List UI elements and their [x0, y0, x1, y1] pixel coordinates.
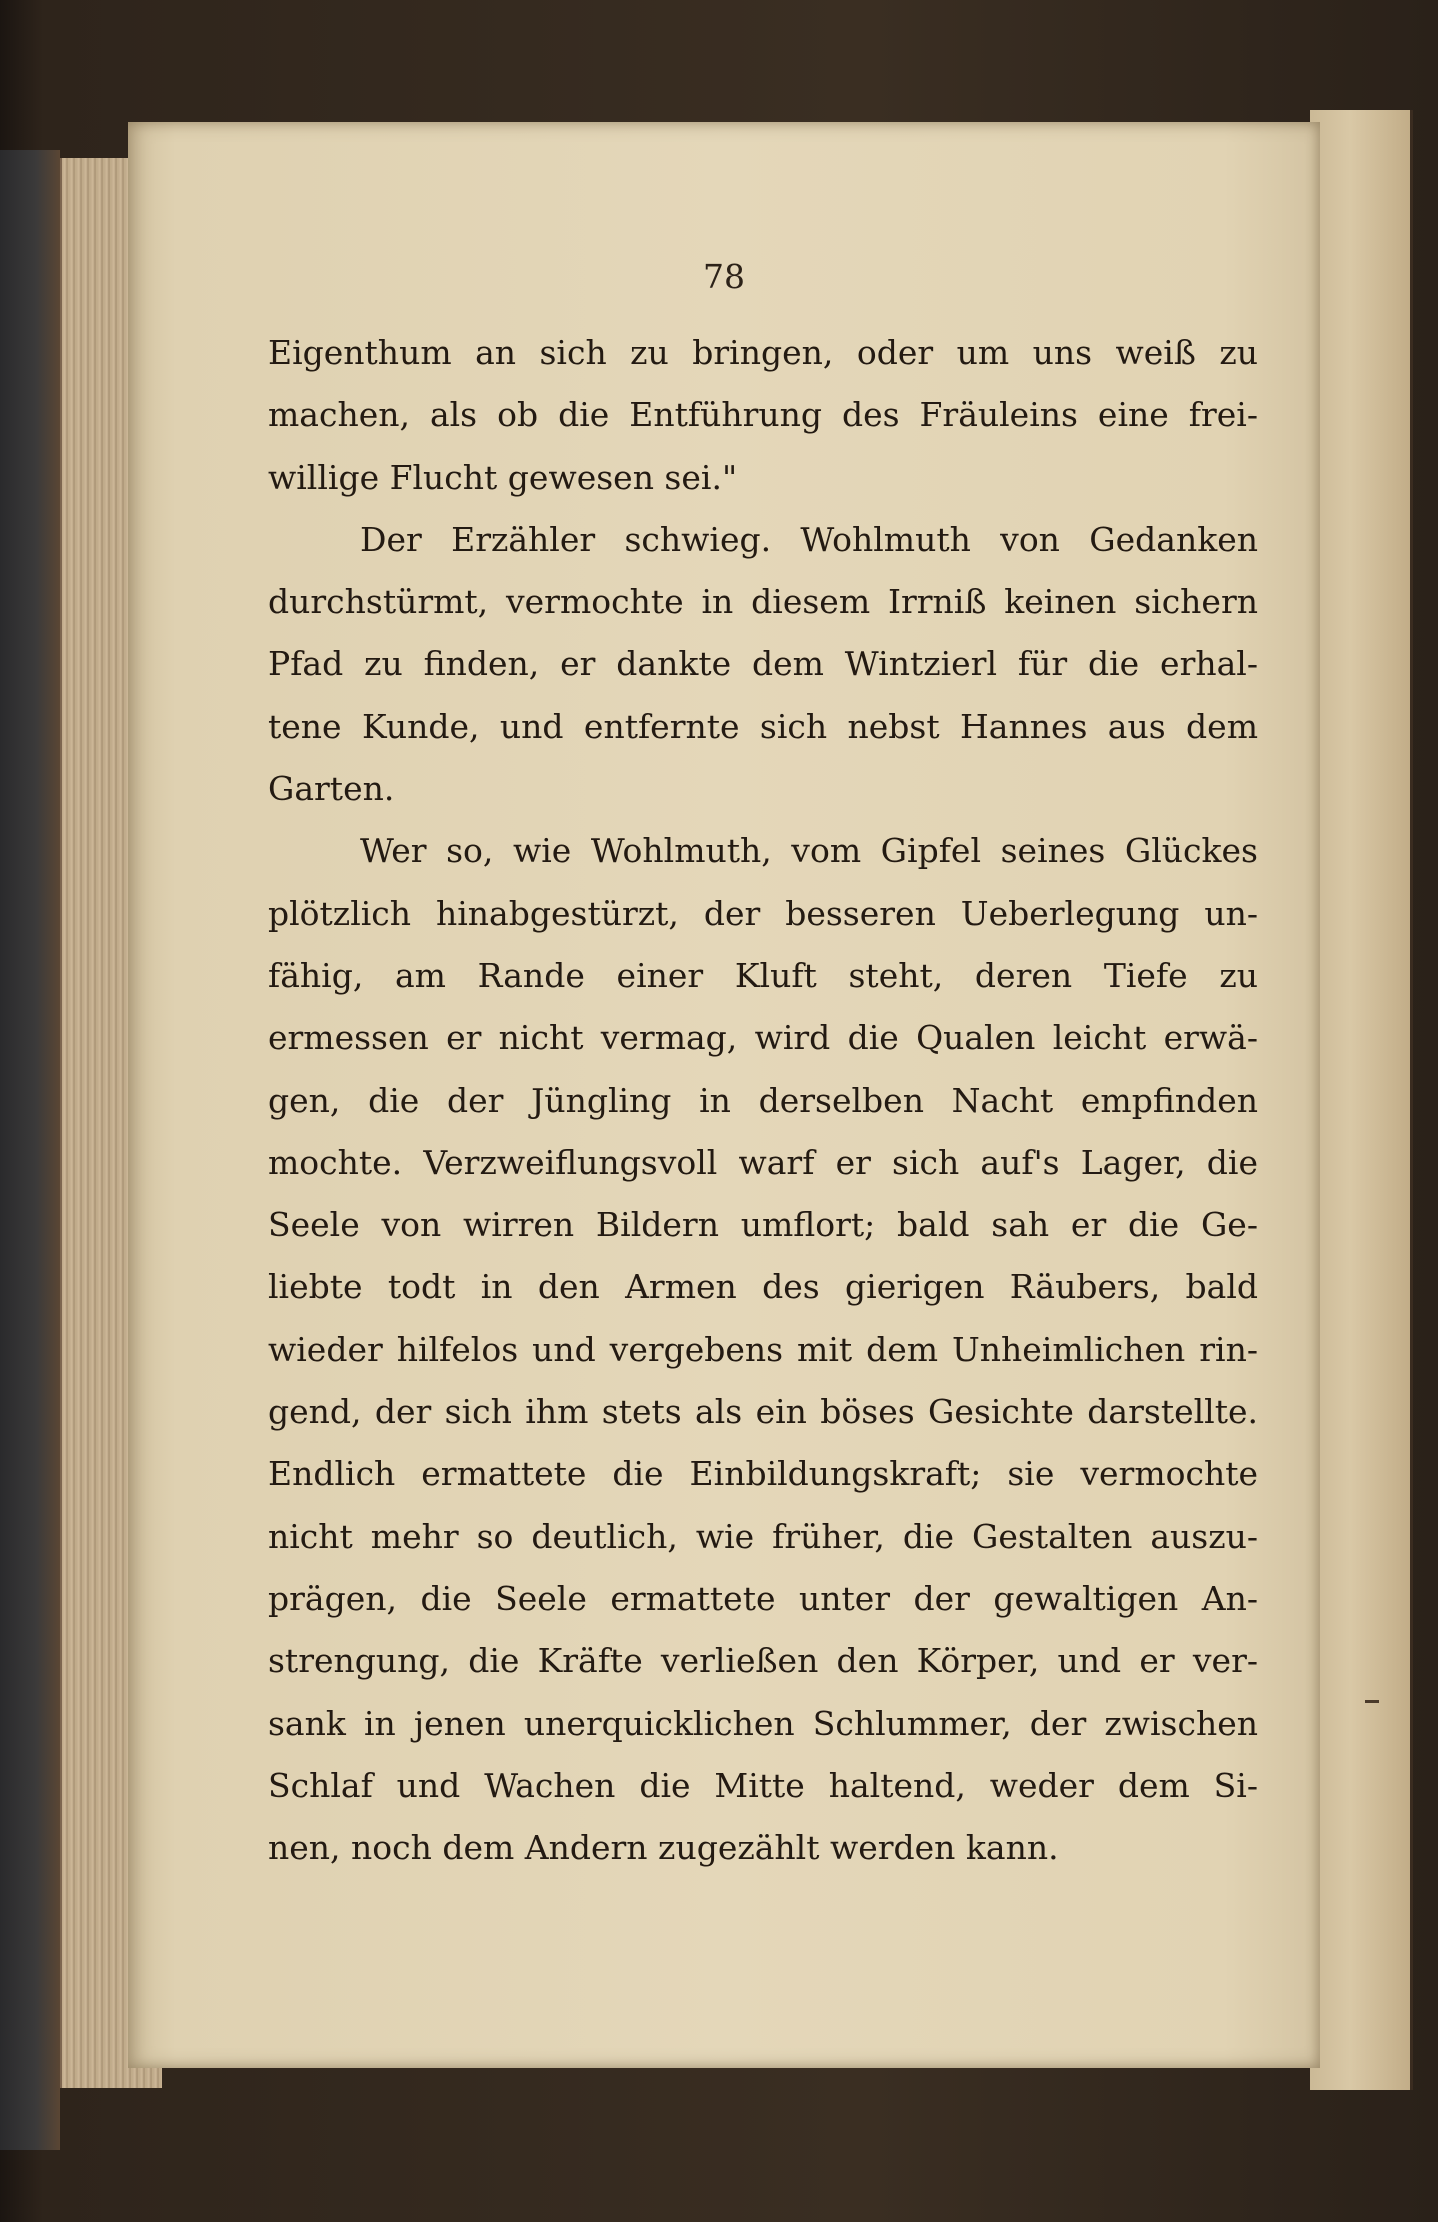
- text-line: willige Flucht gewesen sei.": [268, 457, 738, 497]
- text-line: gend, der sich ihm stets als ein böses Gesichte darstellte.: [268, 1392, 1258, 1432]
- text-line: tene Kunde, und entfernte sich nebst Hannes aus dem: [268, 706, 1258, 746]
- text-line: Pfad zu finden, er dankte dem Wintzierl für die erhal-: [268, 644, 1258, 684]
- text-line: Endlich ermattete die Einbildungskraft; sie vermochte: [268, 1454, 1258, 1494]
- text-line: nicht mehr so deutlich, wie früher, die Gestalten auszu-: [268, 1516, 1258, 1556]
- text-line: machen, als ob die Entführung des Fräuleins eine frei-: [268, 395, 1258, 435]
- text-line: wieder hilfelos und vergebens mit dem Unheimlichen rin-: [268, 1329, 1258, 1369]
- text-line: Eigenthum an sich zu bringen, oder um uns weiß zu: [268, 333, 1258, 372]
- text-line: fähig, am Rande einer Kluft steht, deren Tiefe zu: [268, 955, 1258, 995]
- text-line: plötzlich hinabgestürzt, der besseren Ueberlegung un-: [268, 893, 1258, 933]
- book-cover-edge: [0, 150, 60, 2150]
- text-line: liebte todt in den Armen des gierigen Räubers, bald: [268, 1267, 1258, 1307]
- text-line: prägen, die Seele ermattete unter der gewaltigen An-: [268, 1578, 1258, 1618]
- text-line: gen, die der Jüngling in derselben Nacht empfinden: [268, 1080, 1258, 1120]
- page-number: 78: [703, 257, 745, 296]
- text-line: sank in jenen unerquicklichen Schlummer, der zwischen: [268, 1703, 1258, 1743]
- text-line: Schlaf und Wachen die Mitte haltend, weder dem Si-: [268, 1765, 1258, 1805]
- text-line: Seele von wirren Bildern umflort; bald sah er die Ge-: [268, 1205, 1258, 1245]
- body-text: [268, 322, 1258, 1879]
- text-line: ermessen er nicht vermag, wird die Qualen leicht erwä-: [268, 1018, 1258, 1058]
- text-line: Garten.: [268, 769, 395, 809]
- text-line: durchstürmt, vermochte in diesem Irrniß keinen sichern: [268, 582, 1258, 622]
- text-line: strengung, die Kräfte verließen den Körper, und er ver-: [268, 1641, 1258, 1681]
- facing-page-edge: [1310, 110, 1413, 2090]
- text-line: mochte. Verzweiflungsvoll warf er sich auf's Lager, die: [268, 1142, 1258, 1182]
- paragraph-first-line: Wer so, wie Wohlmuth, vom Gipfel seines Glückes: [360, 831, 1258, 871]
- paragraph-first-line: Der Erzähler schwieg. Wohlmuth von Gedanken: [360, 519, 1258, 559]
- text-line: nen, noch dem Andern zugezählt werden kann.: [268, 1828, 1059, 1868]
